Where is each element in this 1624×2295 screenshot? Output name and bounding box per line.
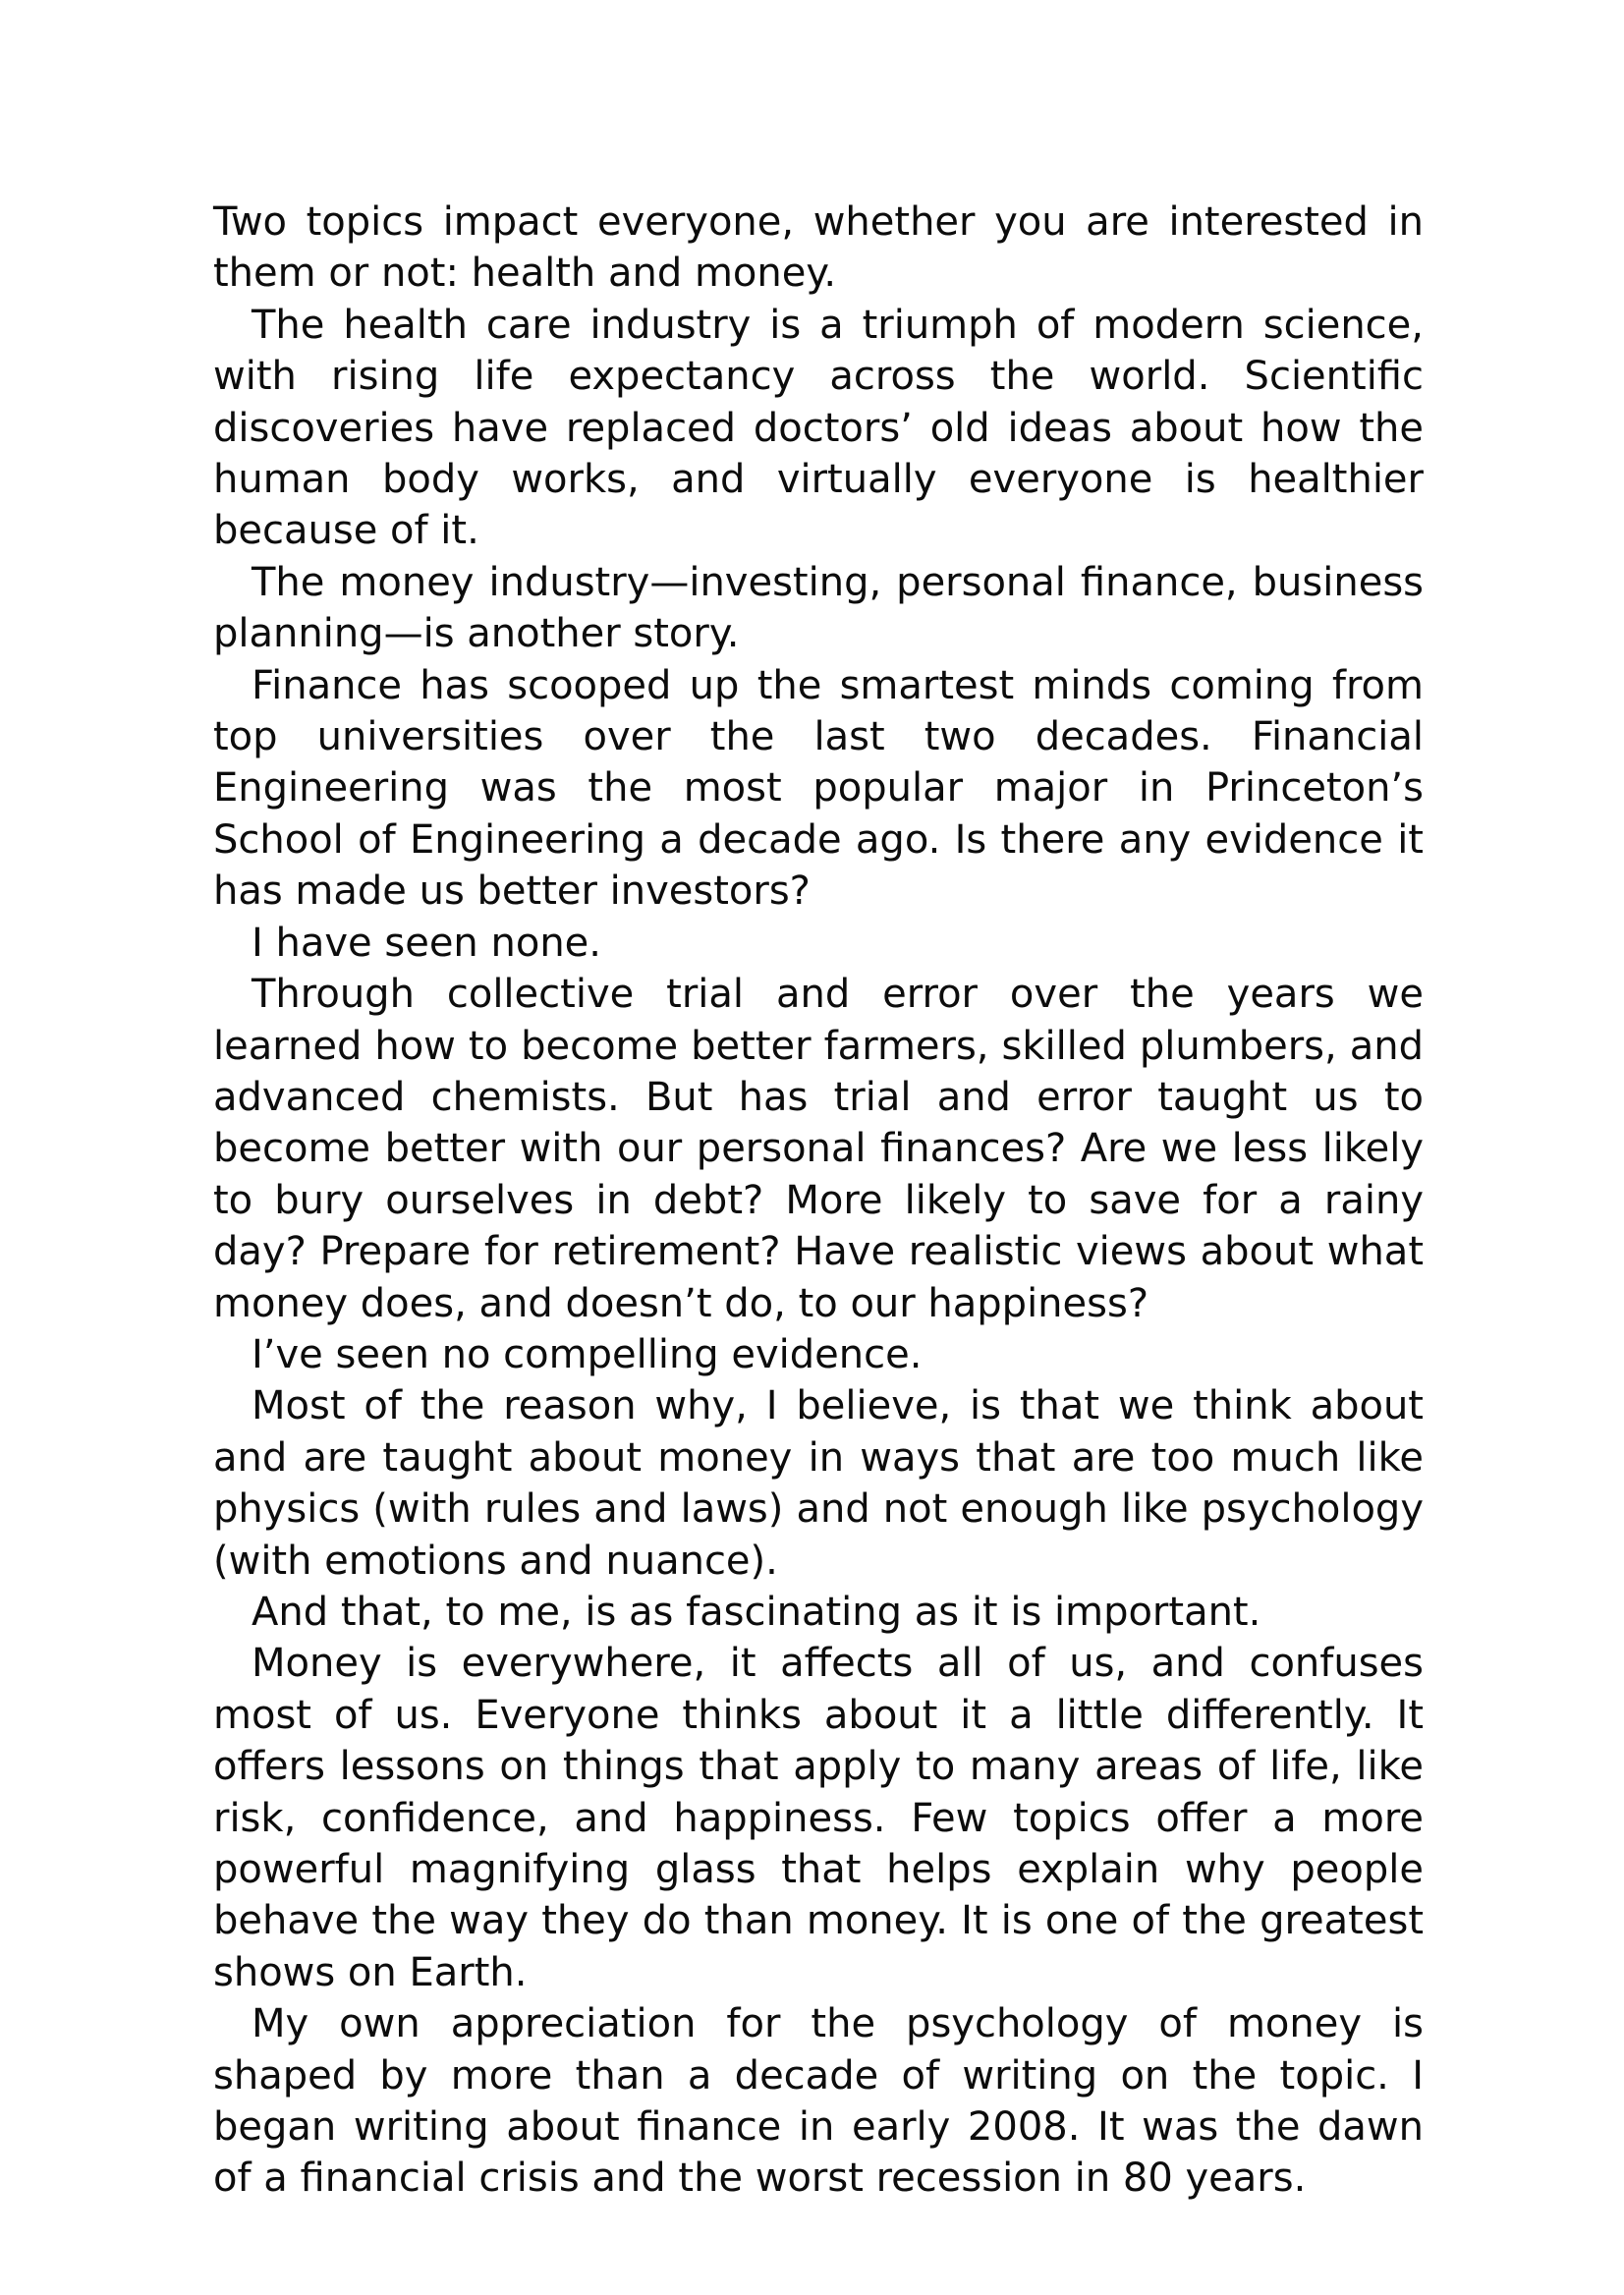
paragraph-7: I’ve seen no compelling evidence. <box>252 1331 923 1377</box>
paragraph-10: Money is everywhere, it affects all of us, and confuses most of us. Everyone thinks about it a little differently. It offers lessons on things that apply to many areas of life, like risk, confidence, and happiness. Few topics offer a more powerful magnifying glass that helps explain why people behave the way they do than money. It is one of the greatest shows on Earth. <box>213 1641 1424 1995</box>
paragraph-8: Most of the reason why, I believe, is that we think about and are taught about money in ways that are too much like physics (with rules and laws) and not enough like psychology (with emotions and nuance). <box>213 1383 1424 1584</box>
paragraph-3: The money industry—investing, personal finance, business planning—is another story. <box>213 559 1424 657</box>
paragraph-9: And that, to me, is as fascinating as it is important. <box>252 1589 1261 1635</box>
paragraph-1: Two topics impact everyone, whether you are interested in them or not: health and money. <box>213 199 1424 297</box>
paragraph-6: Through collective trial and error over the years we learned how to become better farmers, skilled plumbers, and advanced chemists. But has trial and error taught us to become better with our personal finances? Are we less likely to bury ourselves in debt? More likely to save for a rainy day? Prepare for retirement? Have realistic views about what money does, and doesn’t do, to our happiness? <box>213 972 1424 1326</box>
body-text <box>213 196 1424 2205</box>
paragraph-2: The health care industry is a triumph of modern science, with rising life expectancy across the world. Scientific discoveries have replaced doctors’ old ideas about how the human body works, and virtually everyone is healthier because of it. <box>213 302 1424 554</box>
paragraph-11: My own appreciation for the psychology of money is shaped by more than a decade of writing on the topic. I began writing about finance in early 2008. It was the dawn of a financial crisis and the worst recession in 80 years. <box>213 2001 1424 2202</box>
paragraph-4: Finance has scooped up the smartest minds coming from top universities over the last two decades. Financial Engineering was the most popular major in Princeton’s School of Engineering a decade ago. Is there any evidence it has made us better investors? <box>213 662 1424 915</box>
paragraph-5: I have seen none. <box>252 920 601 966</box>
